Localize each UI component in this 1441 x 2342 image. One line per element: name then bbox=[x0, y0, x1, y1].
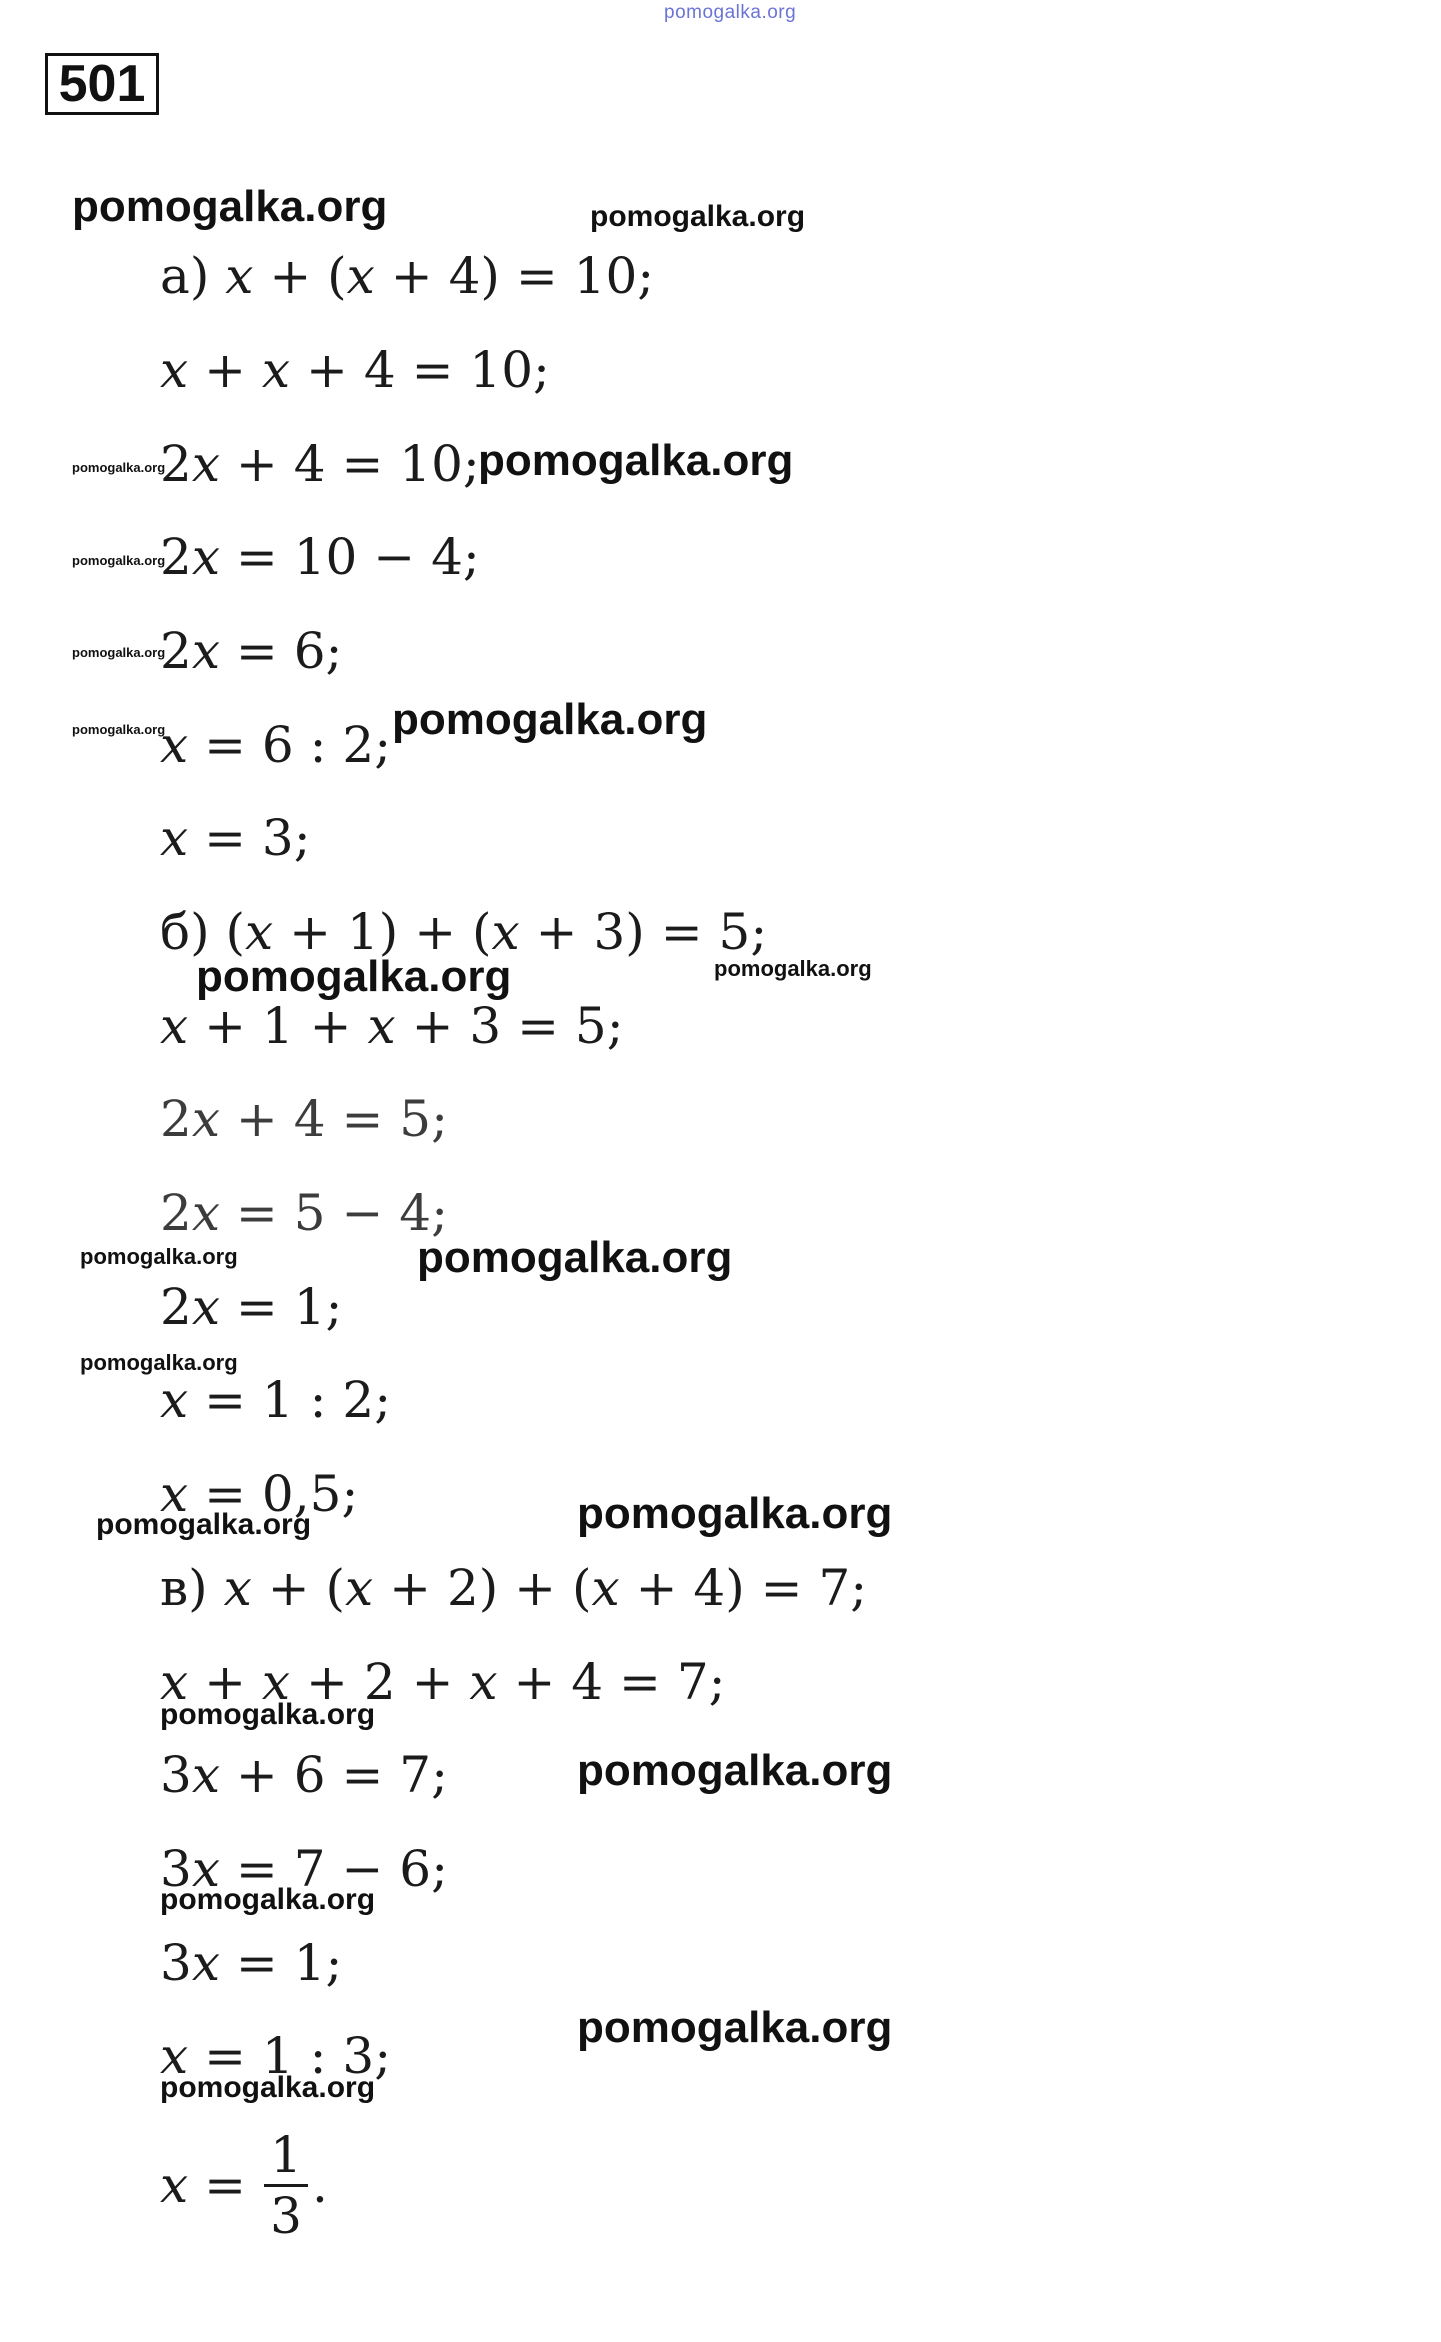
watermark: pomogalka.org bbox=[72, 553, 166, 568]
equation-b-2: x + 1 + x + 3 = 5; bbox=[160, 997, 624, 1055]
watermark: pomogalka.org bbox=[590, 200, 806, 233]
watermark: pomogalka.org bbox=[577, 1746, 893, 1795]
equation-b-4: 2x = 5 − 4; bbox=[160, 1184, 448, 1242]
equation-b-1: б) (x + 1) + (x + 3) = 5; bbox=[160, 903, 768, 961]
watermark: pomogalka.org bbox=[577, 1489, 893, 1538]
watermark: pomogalka.org bbox=[80, 1244, 238, 1269]
equation-b-5: 2x = 1; bbox=[160, 1278, 343, 1336]
watermark: pomogalka.org bbox=[80, 1350, 238, 1375]
watermark: pomogalka.org bbox=[714, 956, 872, 981]
equation-c-6: x = 1 : 3; bbox=[160, 2027, 392, 2085]
equation-b-7: x = 0,5; bbox=[160, 1465, 359, 1523]
watermark: pomogalka.org bbox=[72, 460, 166, 475]
watermark: pomogalka.org bbox=[392, 695, 708, 744]
equation-c-3: 3x + 6 = 7; bbox=[160, 1746, 448, 1804]
equation-a-5: 2x = 6; bbox=[160, 622, 343, 680]
equation-a-4: 2x = 10 − 4; bbox=[160, 528, 480, 586]
watermark: pomogalka.org bbox=[72, 645, 166, 660]
watermark: pomogalka.org bbox=[196, 952, 512, 1001]
equation-a-6: x = 6 : 2; bbox=[160, 716, 392, 774]
watermark: pomogalka.org bbox=[72, 182, 388, 231]
equation-b-3: 2x + 4 = 5; bbox=[160, 1090, 448, 1148]
equation-a-2: x + x + 4 = 10; bbox=[160, 341, 550, 399]
fraction bbox=[264, 2126, 308, 2245]
final-answer-lhs: x = bbox=[160, 2156, 247, 2214]
equation-c-4: 3x = 7 − 6; bbox=[160, 1840, 448, 1898]
equation-b-6: x = 1 : 2; bbox=[160, 1371, 392, 1429]
fraction-denominator: 3 bbox=[270, 2186, 302, 2245]
equation-c-5: 3x = 1; bbox=[160, 1934, 343, 1992]
watermark: pomogalka.org bbox=[96, 1508, 312, 1541]
watermark: pomogalka.org bbox=[417, 1233, 733, 1282]
equation-c-1: в) x + (x + 2) + (x + 4) = 7; bbox=[160, 1559, 868, 1617]
watermark: pomogalka.org bbox=[478, 436, 794, 485]
fraction-numerator: 1 bbox=[270, 2125, 302, 2184]
top-watermark: pomogalka.org bbox=[664, 2, 797, 23]
final-answer-end: . bbox=[312, 2156, 328, 2214]
equation-c-2: x + x + 2 + x + 4 = 7; bbox=[160, 1653, 726, 1711]
equation-a-7: x = 3; bbox=[160, 809, 311, 867]
watermark: pomogalka.org bbox=[160, 1883, 376, 1916]
watermark: pomogalka.org bbox=[160, 2071, 376, 2104]
watermark: pomogalka.org bbox=[577, 2003, 893, 2052]
watermark: pomogalka.org bbox=[72, 722, 166, 737]
equation-a-3: 2x + 4 = 10; bbox=[160, 435, 480, 493]
watermark: pomogalka.org bbox=[160, 1698, 376, 1731]
final-answer bbox=[160, 2115, 328, 2255]
equation-a-1: а) x + (x + 4) = 10; bbox=[160, 247, 655, 305]
problem-number: 501 bbox=[45, 53, 159, 115]
